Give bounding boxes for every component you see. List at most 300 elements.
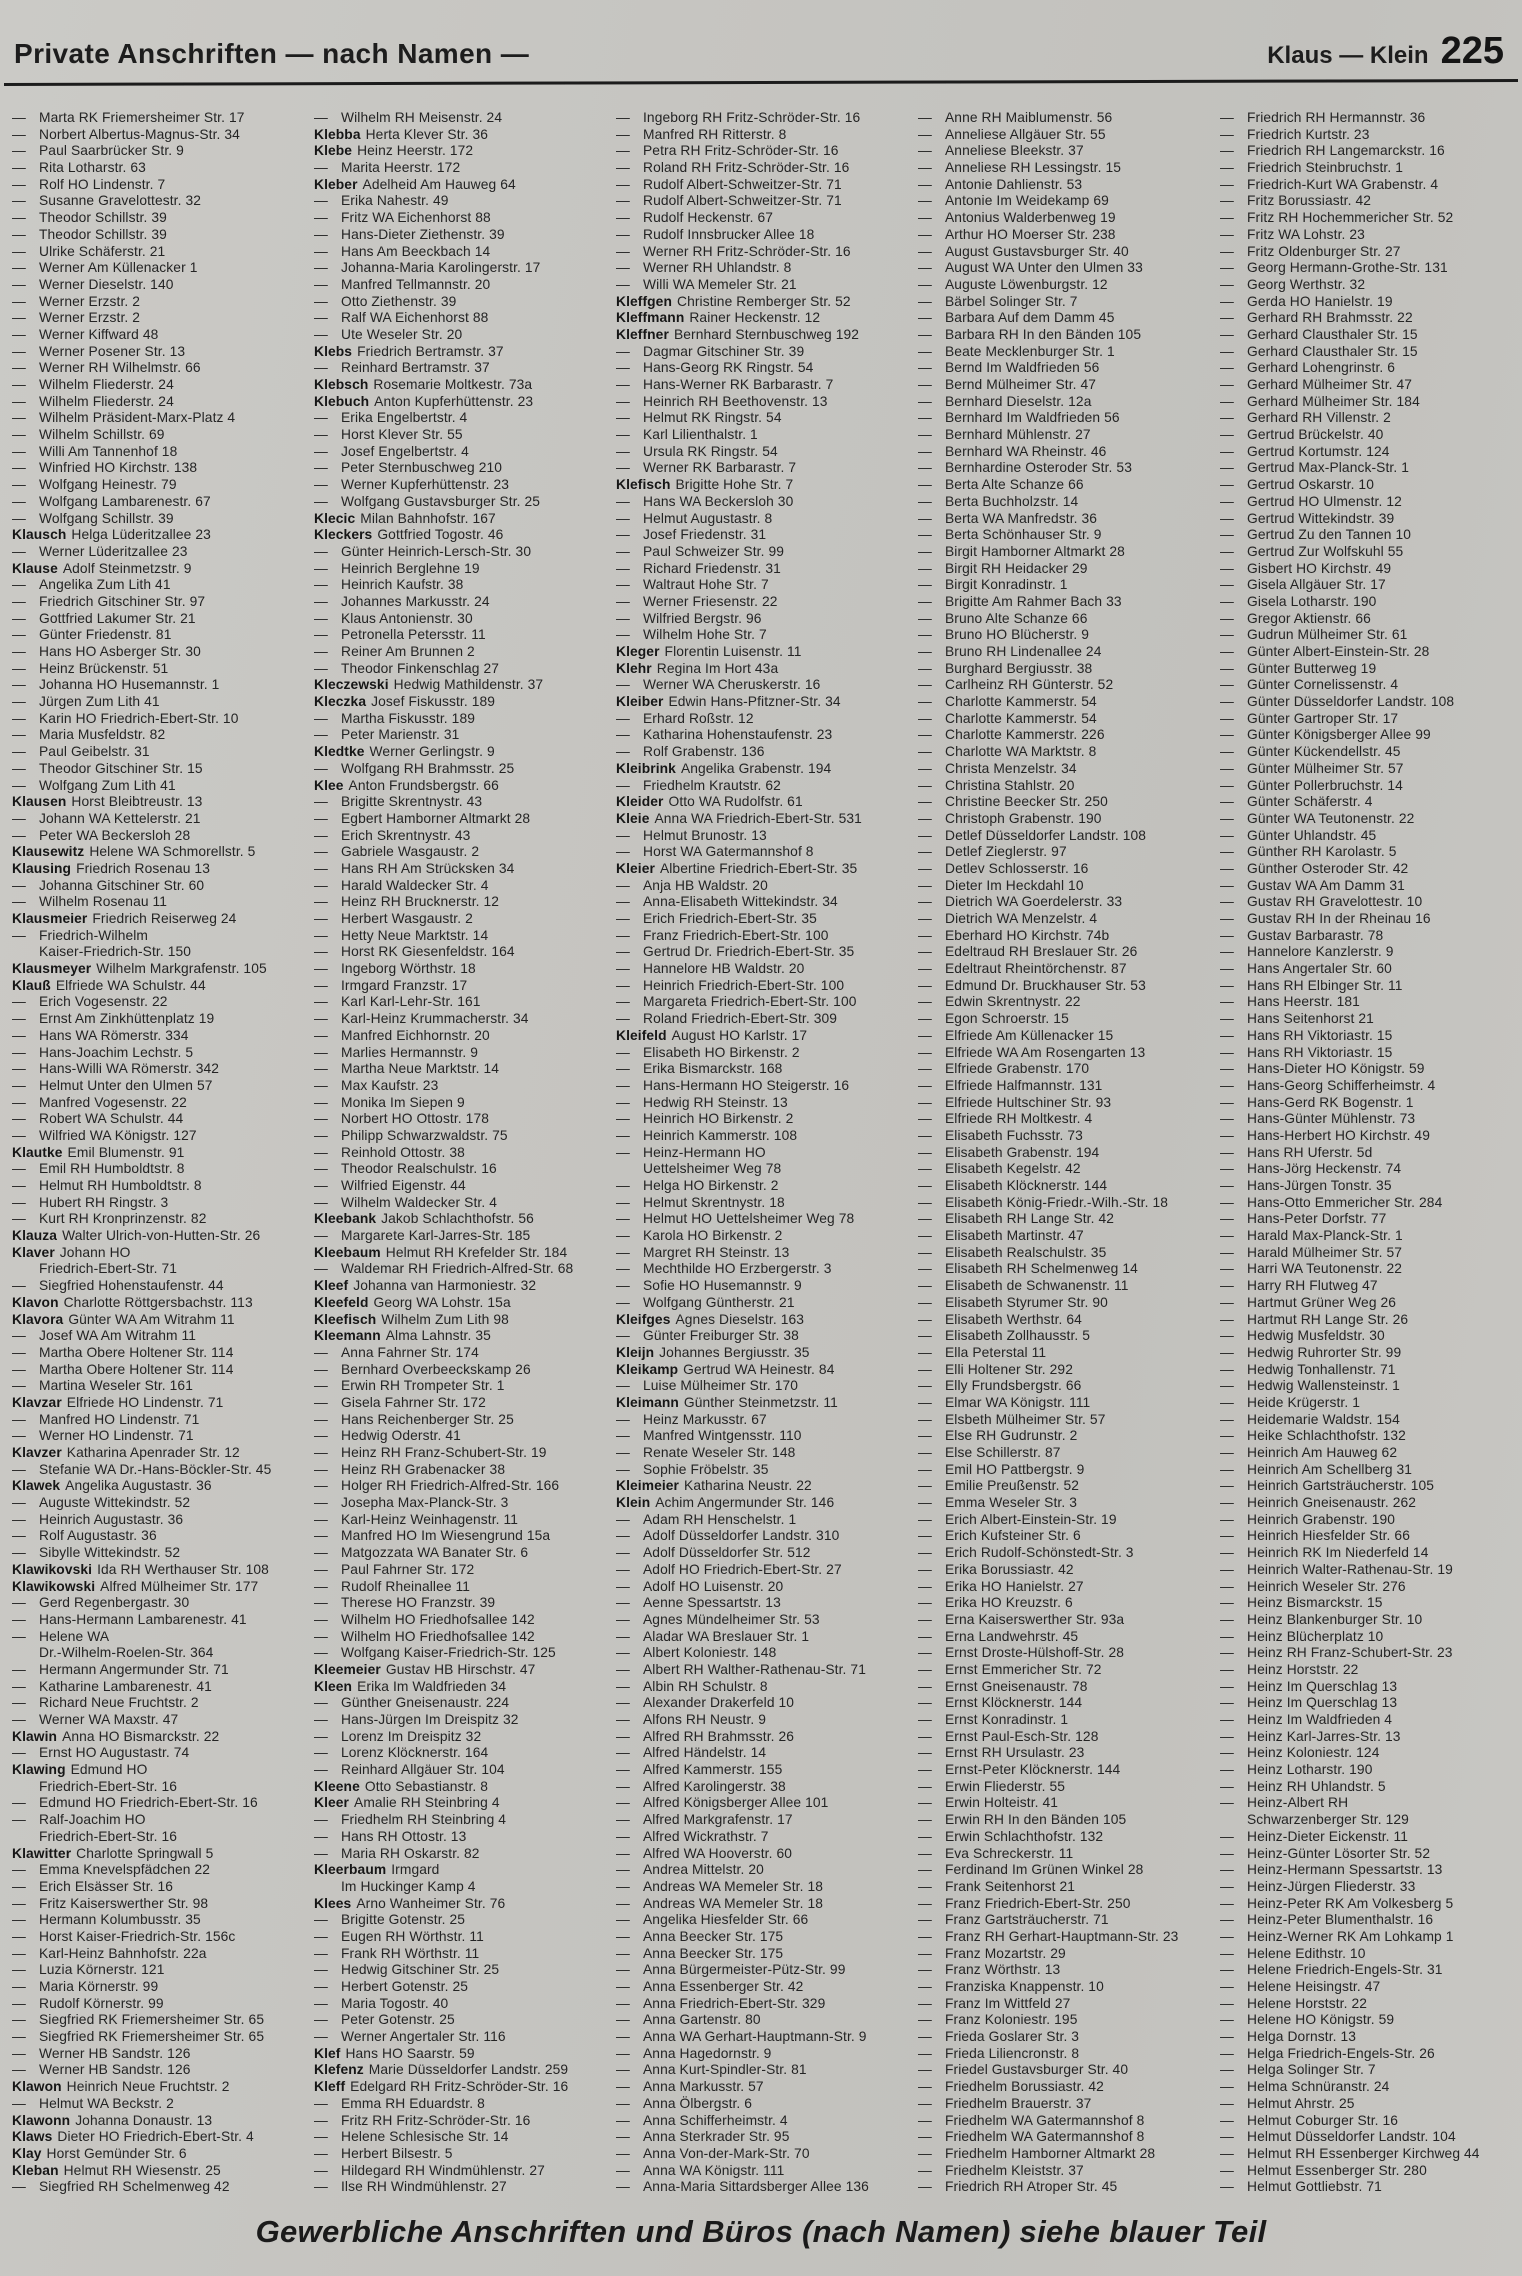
same-surname-dash: —: [616, 1061, 630, 1077]
entry-name-address: Werner Lüderitzallee 23: [39, 543, 188, 559]
entry-name-address: Irmgard: [391, 1862, 440, 1878]
entry-name-address: Josef Fiskusstr. 189: [371, 694, 496, 710]
entry-name-address: Agnes Mündelheimer Str. 53: [643, 1611, 820, 1627]
same-surname-dash: —: [918, 1194, 932, 1210]
entry-name-address: Wilhelm Rosenau 11: [39, 894, 168, 910]
directory-entry: [314, 611, 611, 628]
directory-entry: [616, 1228, 913, 1245]
entry-name-address: Waltraut Hohe Str. 7: [643, 577, 769, 593]
entry-surname: Klawikovski: [12, 1561, 93, 1577]
entry-name-address: Frank Seitenhorst 21: [945, 1878, 1076, 1894]
entry-name-address: Hans-Herbert HO Kirchstr. 49: [1247, 1127, 1430, 1143]
directory-entry: [314, 961, 611, 978]
same-surname-dash: —: [918, 727, 932, 743]
same-surname-dash: —: [616, 1795, 630, 1811]
entry-name-address: Otto WA Rudolfstr. 61: [668, 794, 803, 810]
entry-name-address: Gertrud WA Heinestr. 84: [683, 1361, 835, 1377]
entry-name-address: Elisabeth Realschulstr. 35: [945, 1244, 1107, 1260]
entry-name-address: Rolf HO Lindenstr. 7: [39, 176, 166, 192]
entry-name-address: Heinz Markusstr. 67: [643, 1411, 767, 1427]
entry-name-address: Werner Posener Str. 13: [39, 343, 186, 359]
same-surname-dash: —: [918, 961, 932, 977]
entry-name-address: Heinz Koloniestr. 124: [1247, 1745, 1380, 1761]
directory-entry: [314, 727, 611, 744]
directory-entry: [12, 427, 309, 444]
directory-entry: [12, 1345, 309, 1362]
same-surname-dash: —: [616, 1578, 630, 1594]
same-surname-dash: —: [1220, 2029, 1234, 2045]
same-surname-dash: —: [1220, 1628, 1234, 1644]
directory-entry: [1220, 2146, 1517, 2163]
entry-continuation-line: Schwarzenberger Str. 129: [1247, 1812, 1409, 1828]
directory-entry: [918, 1312, 1215, 1329]
entry-name-address: Manfred RH Ritterstr. 8: [643, 126, 787, 142]
same-surname-dash: —: [12, 894, 26, 910]
directory-entry: [314, 1579, 611, 1596]
entry-name-address: Detlef Zieglerstr. 97: [945, 844, 1067, 860]
directory-entry: [1220, 527, 1517, 544]
directory-entry: [1220, 1862, 1517, 1879]
entry-name-address: Heinz-Peter Blumenthalstr. 16: [1247, 1912, 1434, 1928]
same-surname-dash: —: [314, 1545, 328, 1561]
directory-entry: [12, 2012, 309, 2029]
same-surname-dash: —: [918, 260, 932, 276]
directory-entry: [918, 944, 1215, 961]
entry-name-address: Gustav HB Hirschstr. 47: [385, 1661, 536, 1677]
same-surname-dash: —: [616, 1411, 630, 1427]
same-surname-dash: —: [616, 1778, 630, 1794]
entry-name-address: Maria RH Oskarstr. 82: [341, 1845, 480, 1861]
same-surname-dash: —: [616, 994, 630, 1010]
same-surname-dash: —: [12, 644, 26, 659]
entry-name-address: Harri WA Teutonenstr. 22: [1247, 1261, 1403, 1277]
entry-name-address: Bernhard Overbeeckskamp 26: [341, 1361, 531, 1377]
same-surname-dash: —: [12, 510, 26, 526]
directory-entry: [314, 2029, 611, 2046]
directory-entry: [616, 677, 913, 694]
entry-name-address: Antonius Walderbenweg 19: [945, 210, 1116, 226]
same-surname-dash: —: [616, 493, 630, 509]
same-surname-dash: —: [616, 627, 630, 643]
entry-name-address: Werner Kupferhüttenstr. 23: [341, 477, 510, 493]
directory-entry: [12, 1128, 309, 1145]
directory-entry: [12, 227, 309, 244]
directory-entry: [12, 1545, 309, 1562]
same-surname-dash: —: [616, 193, 630, 209]
same-surname-dash: —: [616, 1628, 630, 1644]
same-surname-dash: —: [1220, 343, 1234, 359]
directory-entry: [918, 1962, 1215, 1979]
entry-surname: Kleczka: [314, 694, 367, 710]
same-surname-dash: —: [1220, 1912, 1234, 1928]
page-number: 225: [1440, 30, 1504, 72]
same-surname-dash: —: [616, 210, 630, 226]
directory-entry: [918, 1478, 1215, 1495]
directory-entry: [1220, 1378, 1517, 1395]
directory-entry: [918, 427, 1215, 444]
same-surname-dash: —: [314, 560, 328, 576]
directory-entry: [1220, 1161, 1517, 1178]
entry-name-address: Charlotte WA Marktstr. 8: [945, 744, 1097, 760]
directory-entry: [1220, 477, 1517, 494]
entry-name-address: Elsbeth Mülheimer Str. 57: [945, 1411, 1106, 1427]
same-surname-dash: —: [12, 410, 26, 426]
same-surname-dash: —: [314, 1611, 328, 1627]
entry-name-address: Hans Reichenberger Str. 25: [341, 1411, 514, 1427]
entry-name-address: Josepha Max-Planck-Str. 3: [341, 1495, 509, 1511]
directory-entry: [616, 1929, 913, 1946]
directory-entry: [12, 1562, 309, 1579]
directory-entry: [12, 1362, 309, 1379]
entry-name-address: Paul Geibelstr. 31: [39, 744, 150, 760]
same-surname-dash: —: [616, 727, 630, 743]
entry-surname: Klawin: [12, 1728, 58, 1744]
same-surname-dash: —: [314, 2129, 328, 2145]
same-surname-dash: —: [314, 844, 328, 860]
entry-name-address: Günter Uhlandstr. 45: [1247, 827, 1377, 843]
same-surname-dash: —: [12, 1428, 26, 1444]
directory-entry: [918, 1512, 1215, 1529]
directory-entry: [314, 661, 611, 678]
same-surname-dash: —: [1220, 1828, 1234, 1844]
entry-continuation-line: Friedrich-Ebert-Str. 16: [39, 1828, 178, 1844]
entry-name-address: Berta Buchholzstr. 14: [945, 493, 1079, 509]
entry-name-address: Christina Stahlstr. 20: [945, 777, 1075, 793]
same-surname-dash: —: [12, 1611, 26, 1627]
directory-entry: [314, 1178, 611, 1195]
directory-entry: [1220, 344, 1517, 361]
directory-entry: [616, 394, 913, 411]
entry-name-address: Hans-Hermann HO Steigerstr. 16: [643, 1077, 850, 1093]
directory-entry: [616, 761, 913, 778]
directory-entry: [1220, 1095, 1517, 1112]
entry-name-address: Anneliese Allgäuer Str. 55: [945, 126, 1106, 142]
same-surname-dash: —: [918, 1995, 932, 2011]
directory-entry: [918, 1145, 1215, 1162]
entry-name-address: Maria Togostr. 40: [341, 1995, 449, 2011]
same-surname-dash: —: [314, 1261, 328, 1277]
directory-entry: [918, 577, 1215, 594]
entry-name-address: Heinz-Albert RH: [1247, 1795, 1349, 1811]
entry-name-address: Egbert Hamborner Altmarkt 28: [341, 810, 531, 826]
directory-entry: [314, 1111, 611, 1128]
same-surname-dash: —: [314, 1578, 328, 1594]
directory-entry: [918, 1045, 1215, 1062]
same-surname-dash: —: [314, 644, 328, 659]
same-surname-dash: —: [314, 760, 328, 776]
same-surname-dash: —: [1220, 1962, 1234, 1978]
entry-name-address: Anna WA Königstr. 111: [643, 2162, 785, 2178]
same-surname-dash: —: [616, 1328, 630, 1344]
entry-name-address: Günter Düsseldorfer Landstr. 108: [1247, 694, 1455, 710]
same-surname-dash: —: [12, 1411, 26, 1427]
entry-name-address: Hans HO Saarstr. 59: [345, 2045, 475, 2061]
entry-name-address: Anton Kupferhüttenstr. 23: [374, 393, 534, 409]
directory-column: [616, 110, 913, 2196]
same-surname-dash: —: [616, 260, 630, 276]
entry-name-address: Alfred Händelstr. 14: [643, 1745, 767, 1761]
directory-entry: [12, 744, 309, 761]
directory-entry: [616, 2046, 913, 2063]
entry-name-address: Friedrich-Kurt WA Grabenstr. 4: [1247, 176, 1439, 192]
entry-name-address: Elfriede Halfmannstr. 131: [945, 1077, 1103, 1093]
directory-entry: [918, 1328, 1215, 1345]
entry-surname: Klavora: [12, 1311, 64, 1327]
same-surname-dash: —: [918, 1678, 932, 1694]
entry-name-address: Heinz Im Waldfrieden 4: [1247, 1712, 1393, 1727]
directory-entry: [1220, 811, 1517, 828]
same-surname-dash: —: [918, 1211, 932, 1227]
directory-entry: [918, 260, 1215, 277]
entry-surname: Kleffmann: [616, 310, 685, 326]
entry-name-address: Christine Beecker Str. 250: [945, 794, 1108, 810]
same-surname-dash: —: [1220, 1845, 1234, 1861]
same-surname-dash: —: [616, 911, 630, 926]
entry-name-address: Paul Saarbrücker Str. 9: [39, 143, 184, 159]
directory-entry: [616, 1512, 913, 1529]
entry-name-address: Heinrich Gneisenaustr. 262: [1247, 1495, 1417, 1511]
same-surname-dash: —: [12, 1895, 26, 1911]
same-surname-dash: —: [616, 1695, 630, 1711]
entry-surname: Klebuch: [314, 393, 370, 409]
entry-name-address: Heinrich Kammerstr. 108: [643, 1127, 798, 1143]
directory-entry: [616, 828, 913, 845]
entry-name-address: Theodor Schillstr. 39: [39, 210, 167, 226]
entry-surname: Klehr: [616, 660, 652, 676]
entry-name-address: Heinz-Jürgen Fliederstr. 33: [1247, 1878, 1416, 1894]
entry-name-address: Elisabeth König-Friedr.-Wilh.-Str. 18: [945, 1194, 1169, 1210]
directory-entry: [314, 1261, 611, 1278]
entry-name-address: Martha Fiskusstr. 189: [341, 710, 475, 726]
entry-name-address: Willi WA Memeler Str. 21: [643, 276, 797, 292]
same-surname-dash: —: [616, 1762, 630, 1778]
entry-name-address: Alfred Königsberger Allee 101: [643, 1795, 829, 1811]
entry-name-address: Anne RH Maiblumenstr. 56: [945, 110, 1113, 125]
directory-entry: [12, 1762, 309, 1779]
same-surname-dash: —: [918, 610, 932, 626]
entry-name-address: Heinz-Peter RK Am Volkesberg 5: [1247, 1895, 1454, 1911]
directory-entry: [314, 1295, 611, 1312]
entry-name-address: Max Kaufstr. 23: [341, 1077, 439, 1093]
same-surname-dash: —: [918, 1878, 932, 1894]
directory-entry: [918, 210, 1215, 227]
entry-name-address: Werner Kiffward 48: [39, 326, 159, 342]
same-surname-dash: —: [616, 961, 630, 977]
entry-surname: Klautke: [12, 1144, 63, 1160]
entry-name-address: Hans-Georg RK Ringstr. 54: [643, 360, 814, 376]
same-surname-dash: —: [616, 1044, 630, 1060]
directory-entry: [918, 611, 1215, 628]
same-surname-dash: —: [616, 443, 630, 459]
directory-entry: [616, 277, 913, 294]
same-surname-dash: —: [1220, 1795, 1234, 1811]
entry-name-address: Friedrich-Wilhelm: [39, 927, 149, 943]
entry-name-address: Emilie Preußenstr. 52: [945, 1478, 1079, 1494]
entry-name-address: Bernhard Sternbuschweg 192: [673, 326, 860, 342]
same-surname-dash: —: [1220, 477, 1234, 493]
same-surname-dash: —: [314, 2012, 328, 2028]
directory-entry: [616, 1495, 913, 1512]
same-surname-dash: —: [314, 1745, 328, 1761]
directory-entry: [918, 1445, 1215, 1462]
entry-name-address: Elfriede Am Küllenacker 15: [945, 1027, 1114, 1043]
entry-name-address: Hans RH Viktoriastr. 15: [1247, 1027, 1393, 1043]
entry-name-address: Georg WA Lohstr. 15a: [373, 1294, 511, 1310]
entry-surname: Klavon: [12, 1294, 59, 1310]
same-surname-dash: —: [918, 860, 932, 876]
same-surname-dash: —: [12, 243, 26, 259]
entry-name-address: Lorenz Im Dreispitz 32: [341, 1728, 482, 1744]
directory-entry: [314, 2012, 611, 2029]
entry-name-address: Günter Gartroper Str. 17: [1247, 710, 1399, 726]
entry-name-address: Hedwig Oderstr. 41: [341, 1428, 461, 1444]
entry-name-address: Günter Heinrich-Lersch-Str. 30: [341, 543, 532, 559]
entry-name-address: Johanna van Harmoniestr. 32: [353, 1278, 537, 1294]
same-surname-dash: —: [918, 1511, 932, 1527]
directory-column: [12, 110, 309, 2196]
same-surname-dash: —: [314, 2112, 328, 2128]
entry-name-address: Fritz Kaiserswerther Str. 98: [39, 1895, 209, 1911]
same-surname-dash: —: [918, 1979, 932, 1994]
entry-name-address: Hans-Dieter Ziethenstr. 39: [341, 226, 505, 242]
directory-entry: [314, 1896, 611, 1913]
directory-entry: [1220, 744, 1517, 761]
same-surname-dash: —: [918, 1795, 932, 1811]
entry-name-address: Erika Nahestr. 49: [341, 193, 449, 209]
entry-name-address: Helga Dornstr. 13: [1247, 2029, 1357, 2045]
same-surname-dash: —: [12, 427, 26, 443]
directory-entry: [12, 1595, 309, 1612]
same-surname-dash: —: [314, 894, 328, 910]
entry-name-address: Wilhelm Waldecker Str. 4: [341, 1194, 497, 1210]
entry-name-address: Hans-Georg Schifferheimstr. 4: [1247, 1077, 1436, 1093]
entry-name-address: Bernd Im Waldfrieden 56: [945, 360, 1100, 376]
same-surname-dash: —: [1220, 1261, 1234, 1277]
same-surname-dash: —: [918, 560, 932, 576]
directory-entry: [616, 928, 913, 945]
same-surname-dash: —: [12, 1745, 26, 1761]
entry-name-address: Ulrike Schäferstr. 21: [39, 243, 166, 259]
directory-entry: [12, 1462, 309, 1479]
entry-surname: Klecic: [314, 510, 356, 526]
entry-name-address: Hans-Jürgen Im Dreispitz 32: [341, 1712, 519, 1727]
same-surname-dash: —: [616, 2029, 630, 2045]
directory-entry: [1220, 294, 1517, 311]
directory-entry: [918, 677, 1215, 694]
entry-name-address: Berta Alte Schanze 66: [945, 477, 1084, 493]
entry-name-address: Alfred Kammerstr. 155: [643, 1762, 783, 1778]
entry-surname: Klauß: [12, 977, 51, 993]
entry-name-address: Heinz-Werner RK Am Lohkamp 1: [1247, 1928, 1454, 1944]
same-surname-dash: —: [616, 593, 630, 609]
same-surname-dash: —: [1220, 210, 1234, 226]
same-surname-dash: —: [1220, 744, 1234, 760]
entry-name-address: Theodor Finkenschlag 27: [341, 660, 499, 676]
same-surname-dash: —: [1220, 1278, 1234, 1294]
directory-entry: [616, 494, 913, 511]
entry-name-address: Antonie Im Weidekamp 69: [945, 193, 1109, 209]
entry-name-address: Elisabeth RH Lange Str. 42: [945, 1211, 1115, 1227]
same-surname-dash: —: [314, 1945, 328, 1961]
directory-entry: [1220, 1445, 1517, 1462]
entry-name-address: Gerhard RH Brahmsstr. 22: [1247, 310, 1413, 326]
directory-entry: [1220, 1645, 1517, 1662]
entry-name-address: Helmut RH Humboldtstr. 8: [39, 1178, 202, 1193]
directory-entry: [314, 294, 611, 311]
entry-name-address: Wolfgang Zum Lith 41: [39, 777, 176, 793]
directory-entry: [918, 310, 1215, 327]
directory-entry: [918, 1896, 1215, 1913]
same-surname-dash: —: [1220, 911, 1234, 926]
entry-name-address: Edeltraud RH Breslauer Str. 26: [945, 944, 1138, 960]
entry-name-address: Erwin RH Trompeter Str. 1: [341, 1378, 505, 1394]
directory-entry: [314, 310, 611, 327]
same-surname-dash: —: [1220, 1728, 1234, 1744]
directory-entry: [12, 1862, 309, 1879]
directory-entry: [12, 1278, 309, 1295]
same-surname-dash: —: [1220, 1194, 1234, 1210]
same-surname-dash: —: [616, 393, 630, 409]
directory-entry: [1220, 1979, 1517, 1996]
same-surname-dash: —: [12, 543, 26, 559]
directory-entry: [918, 1011, 1215, 1028]
directory-entry: [12, 1061, 309, 1078]
entry-name-address: Helmut Essenberger Str. 280: [1247, 2162, 1427, 2178]
same-surname-dash: —: [616, 1595, 630, 1611]
entry-name-address: Heinz RH Franz-Schubert-Str. 23: [1247, 1645, 1453, 1661]
directory-entry: [12, 377, 309, 394]
entry-name-address: Helga HO Birkenstr. 2: [643, 1178, 779, 1193]
directory-entry: [12, 1078, 309, 1095]
same-surname-dash: —: [314, 810, 328, 826]
entry-name-address: Heinrich Gartsträucherstr. 105: [1247, 1478, 1435, 1494]
entry-name-address: Anna Beecker Str. 175: [643, 1928, 784, 1944]
directory-entry: [12, 828, 309, 845]
entry-name-address: Helmut Unter den Ulmen 57: [39, 1077, 213, 1093]
entry-name-address: Katharina Neustr. 22: [684, 1478, 812, 1494]
directory-entry: [314, 1829, 611, 1846]
same-surname-dash: —: [314, 610, 328, 626]
entry-name-address: Elmar WA Königstr. 111: [945, 1394, 1091, 1410]
directory-entry: [918, 2079, 1215, 2096]
same-surname-dash: —: [12, 1344, 26, 1360]
same-surname-dash: —: [12, 1361, 26, 1377]
entry-name-address: Gertrud Kortumstr. 124: [1247, 443, 1390, 459]
entry-name-address: Marie Düsseldorfer Landstr. 259: [368, 2062, 569, 2078]
same-surname-dash: —: [616, 1077, 630, 1093]
entry-name-address: Heinrich Weseler Str. 276: [1247, 1578, 1406, 1594]
entry-name-address: Helene HO Königstr. 59: [1247, 2012, 1395, 2028]
same-surname-dash: —: [1220, 1344, 1234, 1360]
directory-entry: [12, 460, 309, 477]
entry-name-address: Ernst Am Zinkhüttenplatz 19: [39, 1011, 215, 1027]
directory-entry: [1220, 627, 1517, 644]
entry-name-address: Andrea Mittelstr. 20: [643, 1862, 764, 1878]
directory-entry: [616, 2062, 913, 2079]
directory-entry: [616, 210, 913, 227]
same-surname-dash: —: [616, 410, 630, 426]
directory-entry: [12, 193, 309, 210]
same-surname-dash: —: [1220, 510, 1234, 526]
same-surname-dash: —: [1220, 1979, 1234, 1994]
entry-name-address: Theodor Realschulstr. 16: [341, 1161, 497, 1177]
entry-name-address: Roland Friedrich-Ebert-Str. 309: [643, 1011, 838, 1027]
directory-entry: [918, 1528, 1215, 1545]
same-surname-dash: —: [616, 110, 630, 125]
entry-surname: Kleckers: [314, 527, 373, 543]
directory-entry: [1220, 544, 1517, 561]
directory-entry: [616, 1295, 913, 1312]
